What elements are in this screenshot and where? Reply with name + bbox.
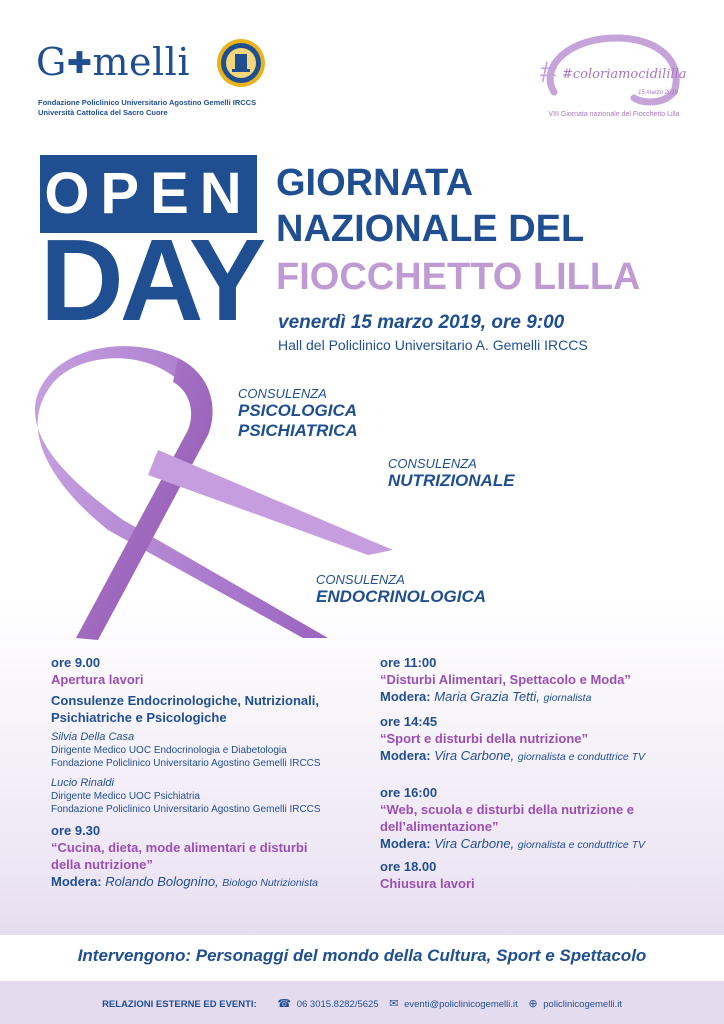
moderator-name: Vira Carbone,: [434, 836, 515, 851]
session-title: “Sport e disturbi della nutrizione”: [380, 731, 589, 746]
svg-text:#: #: [540, 56, 557, 89]
moderator-line: [380, 688, 700, 707]
moderator-role: giornalista e conduttrice TV: [517, 839, 646, 851]
hashtag-text: #coloriamocidililla: [562, 67, 687, 82]
coloriamoci-di-lilla-logo: [534, 32, 694, 112]
consulenza-name: PSICHIATRICA: [238, 421, 358, 440]
time-label: ore 11:00: [380, 655, 437, 670]
block-title: Psichiatriche e Psicologiche: [51, 710, 227, 725]
speaker-role: Fondazione Policlinico Universitario Agostino Gemelli IRCCS: [51, 804, 321, 815]
consulenza-label: CONSULENZA: [316, 572, 405, 587]
consulenza-name: PSICOLOGICA: [238, 401, 358, 420]
moderator-line: [380, 747, 700, 766]
footer-contacts: [0, 997, 724, 1010]
consulenza-label: CONSULENZA: [388, 456, 477, 471]
moderator-name: Maria Grazia Tetti,: [434, 689, 540, 704]
time-label: ore 16:00: [380, 785, 438, 800]
moderator-name: Vira Carbone,: [434, 748, 515, 763]
mail-icon: ✉: [389, 998, 399, 1010]
speaker-name: Lucio Rinaldi: [51, 777, 114, 789]
time-label: ore 9.30: [51, 823, 101, 838]
campaign-title: VIII Giornata nazionale del Fiocchetto Lilla: [548, 111, 680, 118]
time-label: ore 18.00: [380, 859, 437, 874]
program-left-column: [51, 654, 361, 892]
session-title: dell’alimentazione”: [380, 819, 499, 834]
consulenza-psicologica: [238, 386, 358, 441]
moderator-role: giornalista e conduttrice TV: [517, 751, 646, 763]
title-line-3: FIOCCHETTO LILLA: [276, 256, 641, 298]
moderator-label: Modera:: [380, 836, 431, 851]
footer-phone[interactable]: 06 3015.8282/5625: [296, 999, 379, 1010]
speaker-role: Dirigente Medico UOC Endocrinologia e Diabetologia: [51, 745, 287, 756]
footer-web[interactable]: policlinicogemelli.it: [543, 999, 622, 1010]
block-title: Consulenze Endocrinologiche, Nutrizionali,: [51, 693, 319, 708]
moderator-label: Modera:: [380, 689, 431, 704]
moderator-line: [51, 873, 361, 892]
footer-email[interactable]: eventi@policlinicogemelli.it: [404, 999, 518, 1010]
time-label: ore 9.00: [51, 655, 101, 670]
foundation-lines: [38, 98, 256, 118]
logo-letter-g: G: [36, 40, 67, 84]
program-right-column: [380, 654, 700, 892]
consulenza-name: ENDOCRINOLOGICA: [316, 587, 486, 606]
consulenza-name: NUTRIZIONALE: [388, 471, 515, 490]
footer-label: RELAZIONI ESTERNE ED EVENTI:: [102, 999, 257, 1010]
consulenza-label: CONSULENZA: [238, 386, 327, 401]
speaker-role: Dirigente Medico UOC Psichiatria: [51, 791, 200, 802]
event-venue: Hall del Policlinico Universitario A. Gemelli IRCCS: [278, 337, 588, 353]
university-seal-icon: [216, 38, 266, 88]
session-title: “Web, scuola e disturbi della nutrizione e: [380, 802, 635, 817]
speaker-name: Silvia Della Casa: [51, 731, 135, 743]
moderator-line: [380, 835, 700, 854]
day-label: DAY: [40, 215, 263, 345]
cross-icon: ✚: [66, 46, 93, 81]
session-title: Apertura lavori: [51, 672, 144, 687]
speakers-text: Intervengono: Personaggi del mondo della Cultura, Sport e Spettacolo: [77, 946, 647, 965]
session-title: “Disturbi Alimentari, Spettacolo e Moda”: [380, 672, 631, 687]
logo-letters: melli: [92, 40, 190, 84]
title-line-2: NAZIONALE DEL: [276, 208, 585, 250]
moderator-role: giornalista: [543, 692, 592, 704]
moderator-label: Modera:: [380, 748, 431, 763]
moderator-label: Modera:: [51, 874, 102, 889]
gemelli-logo: [36, 40, 190, 84]
moderator-role: Biologo Nutrizionista: [222, 877, 319, 889]
foundation-name: Fondazione Policlinico Universitario Agostino Gemelli IRCCS: [38, 98, 257, 107]
consulenza-nutrizionale: [388, 456, 515, 491]
session-title: della nutrizione”: [51, 857, 153, 872]
open-label: OPEN: [40, 155, 257, 233]
session-title: Chiusura lavori: [380, 876, 475, 891]
time-label: ore 14:45: [380, 714, 438, 729]
event-date: venerdì 15 marzo 2019, ore 9:00: [278, 312, 565, 333]
moderator-name: Rolando Bolognino,: [105, 874, 219, 889]
university-name: Università Cattolica del Sacro Cuore: [38, 108, 168, 117]
consulenza-endocrinologica: [316, 572, 486, 607]
session-title: “Cucina, dieta, mode alimentari e disturbi: [51, 840, 308, 855]
phone-icon: ☎: [277, 998, 292, 1010]
speaker-role: Fondazione Policlinico Universitario Agostino Gemelli IRCCS: [51, 758, 321, 769]
globe-icon: ⊕: [528, 998, 538, 1010]
hashtag-date: 15 marzo 2019: [638, 90, 679, 96]
title-line-1: GIORNATA: [276, 162, 474, 204]
